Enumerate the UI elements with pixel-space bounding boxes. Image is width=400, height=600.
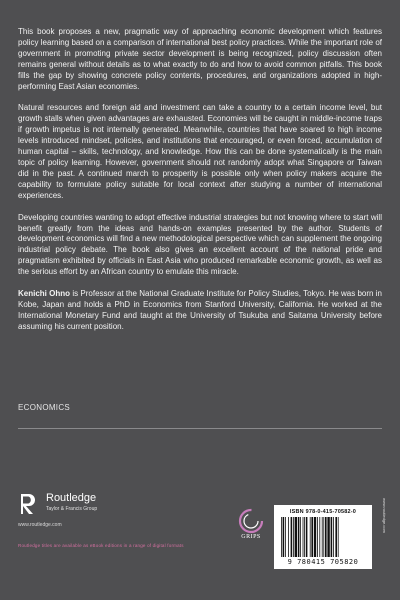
barcode-bar xyxy=(319,517,320,557)
barcode-bar xyxy=(303,517,304,557)
routledge-logo-icon xyxy=(18,492,38,516)
barcode-bar xyxy=(283,517,285,557)
barcode-bar xyxy=(317,517,318,557)
barcode-bar xyxy=(314,517,316,557)
blurb-text xyxy=(18,27,382,333)
barcode-bar xyxy=(293,517,294,557)
blurb-paragraph-1: This book proposes a new, pragmatic way of approaching economic development which features policy learning based on a comparison of international best policy practices. While the important role of government in promoting private sector development is being recognized, policy discussion often remains general without details as to what exactly to do and how to avoid common pitfalls. This book fills the gap by showing concrete policy contents, procedures, and organizations adopted in high-performing East Asian economies. xyxy=(18,27,382,91)
barcode-bar xyxy=(285,517,286,557)
barcode-bar xyxy=(300,517,301,557)
barcode-bar xyxy=(335,517,337,557)
barcode-bar xyxy=(325,517,327,557)
isbn-number: ISBN 978-0-415-70582-0 xyxy=(289,509,357,515)
barcode-bar xyxy=(298,517,300,557)
barcode-bar xyxy=(331,517,333,557)
barcode-bar xyxy=(323,517,324,557)
grips-logo xyxy=(234,506,268,546)
blurb-paragraph-2: Natural resources and foreign aid and investment can take a country to a certain income level, but growth stalls when given advantages are exhausted. Economies will be caught in middle-income traps if growth impetus is not internally generated. Meanwhile, countries that have soared to high income levels introduced mindset, policies, and institutions that encouraged, or even forced, accumulation of human capital – skills, technology, and knowledge. How this can be done systematically is the main topic of policy learning. However, government should not randomly adopt what Singapore or Taiwan did in the past. A continued march to prosperity is possible only when policy makers acquire the capability to formulate policy suitable for local context after studying a number of international experiences. xyxy=(18,103,382,200)
barcode-bar xyxy=(281,517,282,557)
barcode-bar xyxy=(311,517,313,557)
ebook-tagline: Routledge titles are available as eBook editions in a range of digital formats xyxy=(18,543,184,548)
author-bio-text: is Professor at the National Graduate Institute for Policy Studies, Tokyo. He was born in Kobe, Japan and holds a PhD in Economics from Stanford University, California. He worked at the International Monetary Fund and taught at the University of Tsukuba and Saitama University before assuming his current position. xyxy=(18,289,382,331)
barcode-bar xyxy=(304,517,305,557)
subject-category: ECONOMICS xyxy=(18,403,71,412)
barcode-bar xyxy=(291,517,293,557)
author-bio xyxy=(18,289,382,333)
blurb-paragraph-3: Developing countries wanting to adopt effective industrial strategies but not knowing where to start will benefit greatly from the ideas and hands-on examples presented by the author. Students of development economics will find a new methodological perspective which can supplement the ongoing industrial policy debate. The book also gives an excellent account of the national pride and pragmatism exhibited by officials in East Asia who produced remarkable economic growth, as well as the serious effort by an African country to emulate this miracle. xyxy=(18,212,382,277)
barcode-icon xyxy=(279,517,367,557)
barcode-bar xyxy=(338,517,339,557)
publisher-group: Taylor & Francis Group xyxy=(46,506,98,512)
side-url-text: www.routledge.com xyxy=(382,498,387,533)
isbn-barcode xyxy=(274,505,372,569)
barcode-bar xyxy=(333,517,334,557)
barcode-bar xyxy=(310,517,311,557)
barcode-bar xyxy=(288,517,289,557)
barcode-bar xyxy=(327,517,329,557)
barcode-bar xyxy=(306,517,308,557)
grips-arc-icon xyxy=(234,506,268,536)
publisher-url[interactable]: www.routledge.com xyxy=(18,522,62,528)
barcode-bar xyxy=(295,517,297,557)
publisher-name: Routledge xyxy=(46,492,97,504)
grips-label: GRIPS xyxy=(241,534,261,540)
divider-rule xyxy=(18,428,382,429)
barcode-digits: 9 780415 705820 xyxy=(287,558,359,566)
author-name: Kenichi Ohno xyxy=(18,289,71,299)
barcode-bar xyxy=(322,517,323,557)
side-url xyxy=(379,498,389,558)
